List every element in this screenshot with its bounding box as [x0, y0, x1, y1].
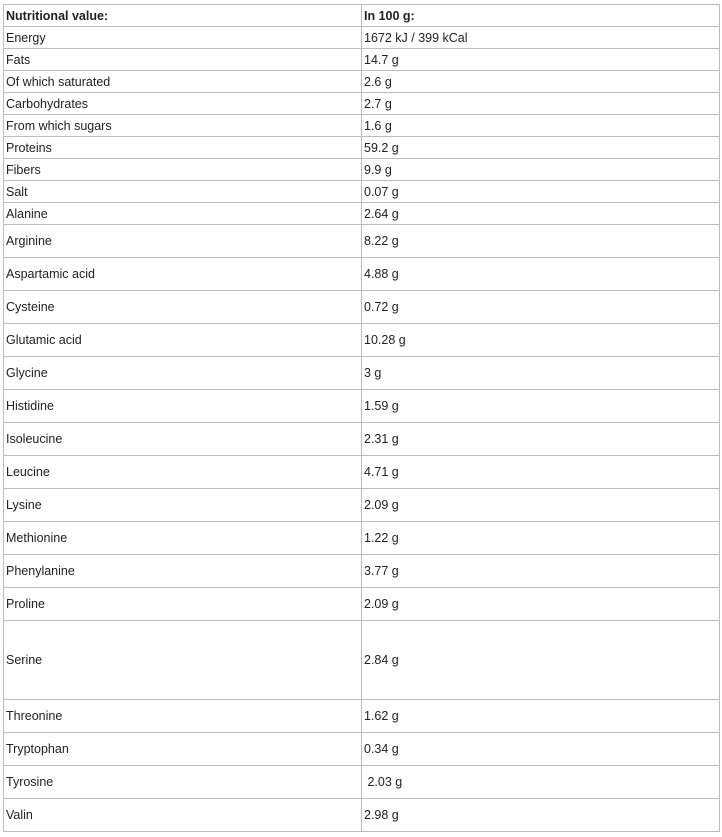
nutrition-table [3, 4, 720, 832]
nutrition-table-body [4, 5, 720, 832]
nutrient-value: 2.98 g [362, 799, 720, 832]
nutrient-label: Threonine [4, 700, 362, 733]
nutrient-value: 1.59 g [362, 390, 720, 423]
nutrient-value: 2.09 g [362, 489, 720, 522]
nutrient-value: 10.28 g [362, 324, 720, 357]
nutrient-value: 2.09 g [362, 588, 720, 621]
nutrient-label: Methionine [4, 522, 362, 555]
nutrient-value: 3 g [362, 357, 720, 390]
table-row [4, 799, 720, 832]
table-row [4, 27, 720, 49]
table-row [4, 49, 720, 71]
nutrient-label: Salt [4, 181, 362, 203]
table-row [4, 181, 720, 203]
nutrient-label: From which sugars [4, 115, 362, 137]
nutrient-label: Leucine [4, 456, 362, 489]
table-header-row [4, 5, 720, 27]
table-row [4, 766, 720, 799]
table-row [4, 115, 720, 137]
table-row [4, 489, 720, 522]
nutrient-value: 1.6 g [362, 115, 720, 137]
table-row [4, 159, 720, 181]
nutrient-value: 1.22 g [362, 522, 720, 555]
table-row [4, 357, 720, 390]
nutrient-label: Proteins [4, 137, 362, 159]
nutrient-label: Histidine [4, 390, 362, 423]
table-row [4, 258, 720, 291]
nutrient-label: Carbohydrates [4, 93, 362, 115]
table-row [4, 324, 720, 357]
nutrient-label: Glycine [4, 357, 362, 390]
table-row [4, 291, 720, 324]
table-row [4, 456, 720, 489]
nutrient-label: Energy [4, 27, 362, 49]
nutrient-value: 9.9 g [362, 159, 720, 181]
nutrient-label: Lysine [4, 489, 362, 522]
nutrient-value: 3.77 g [362, 555, 720, 588]
table-row [4, 390, 720, 423]
nutrient-value: 2.64 g [362, 203, 720, 225]
nutrient-label: Fibers [4, 159, 362, 181]
nutrient-value: 4.88 g [362, 258, 720, 291]
table-row [4, 71, 720, 93]
table-row [4, 555, 720, 588]
nutrient-label: Aspartamic acid [4, 258, 362, 291]
nutrient-value: 1.62 g [362, 700, 720, 733]
nutrient-label: Tyrosine [4, 766, 362, 799]
nutrient-label: Of which saturated [4, 71, 362, 93]
nutrient-value: 14.7 g [362, 49, 720, 71]
nutrient-label: Glutamic acid [4, 324, 362, 357]
table-row [4, 423, 720, 456]
table-row [4, 621, 720, 700]
table-row [4, 137, 720, 159]
nutrient-label: Arginine [4, 225, 362, 258]
nutrient-value: 0.34 g [362, 733, 720, 766]
nutrient-value: 1672 kJ / 399 kCal [362, 27, 720, 49]
header-per-100g: In 100 g: [362, 5, 720, 27]
nutrient-value: 59.2 g [362, 137, 720, 159]
table-row [4, 700, 720, 733]
table-row [4, 225, 720, 258]
nutrient-value: 2.84 g [362, 621, 720, 700]
nutrient-label: Proline [4, 588, 362, 621]
table-row [4, 93, 720, 115]
table-row [4, 522, 720, 555]
nutrient-value: 4.71 g [362, 456, 720, 489]
nutrient-label: Isoleucine [4, 423, 362, 456]
nutrient-value: 2.03 g [362, 766, 720, 799]
nutrient-label: Tryptophan [4, 733, 362, 766]
nutrient-value: 2.7 g [362, 93, 720, 115]
header-nutritional-value: Nutritional value: [4, 5, 362, 27]
table-row [4, 588, 720, 621]
nutrient-label: Fats [4, 49, 362, 71]
table-row [4, 733, 720, 766]
nutrient-value: 2.6 g [362, 71, 720, 93]
nutrient-label: Alanine [4, 203, 362, 225]
nutrient-value: 0.72 g [362, 291, 720, 324]
nutrient-label: Valin [4, 799, 362, 832]
nutrient-label: Phenylanine [4, 555, 362, 588]
nutrient-label: Serine [4, 621, 362, 700]
nutrient-value: 8.22 g [362, 225, 720, 258]
table-row [4, 203, 720, 225]
nutrient-value: 0.07 g [362, 181, 720, 203]
nutrient-value: 2.31 g [362, 423, 720, 456]
nutrient-label: Cysteine [4, 291, 362, 324]
